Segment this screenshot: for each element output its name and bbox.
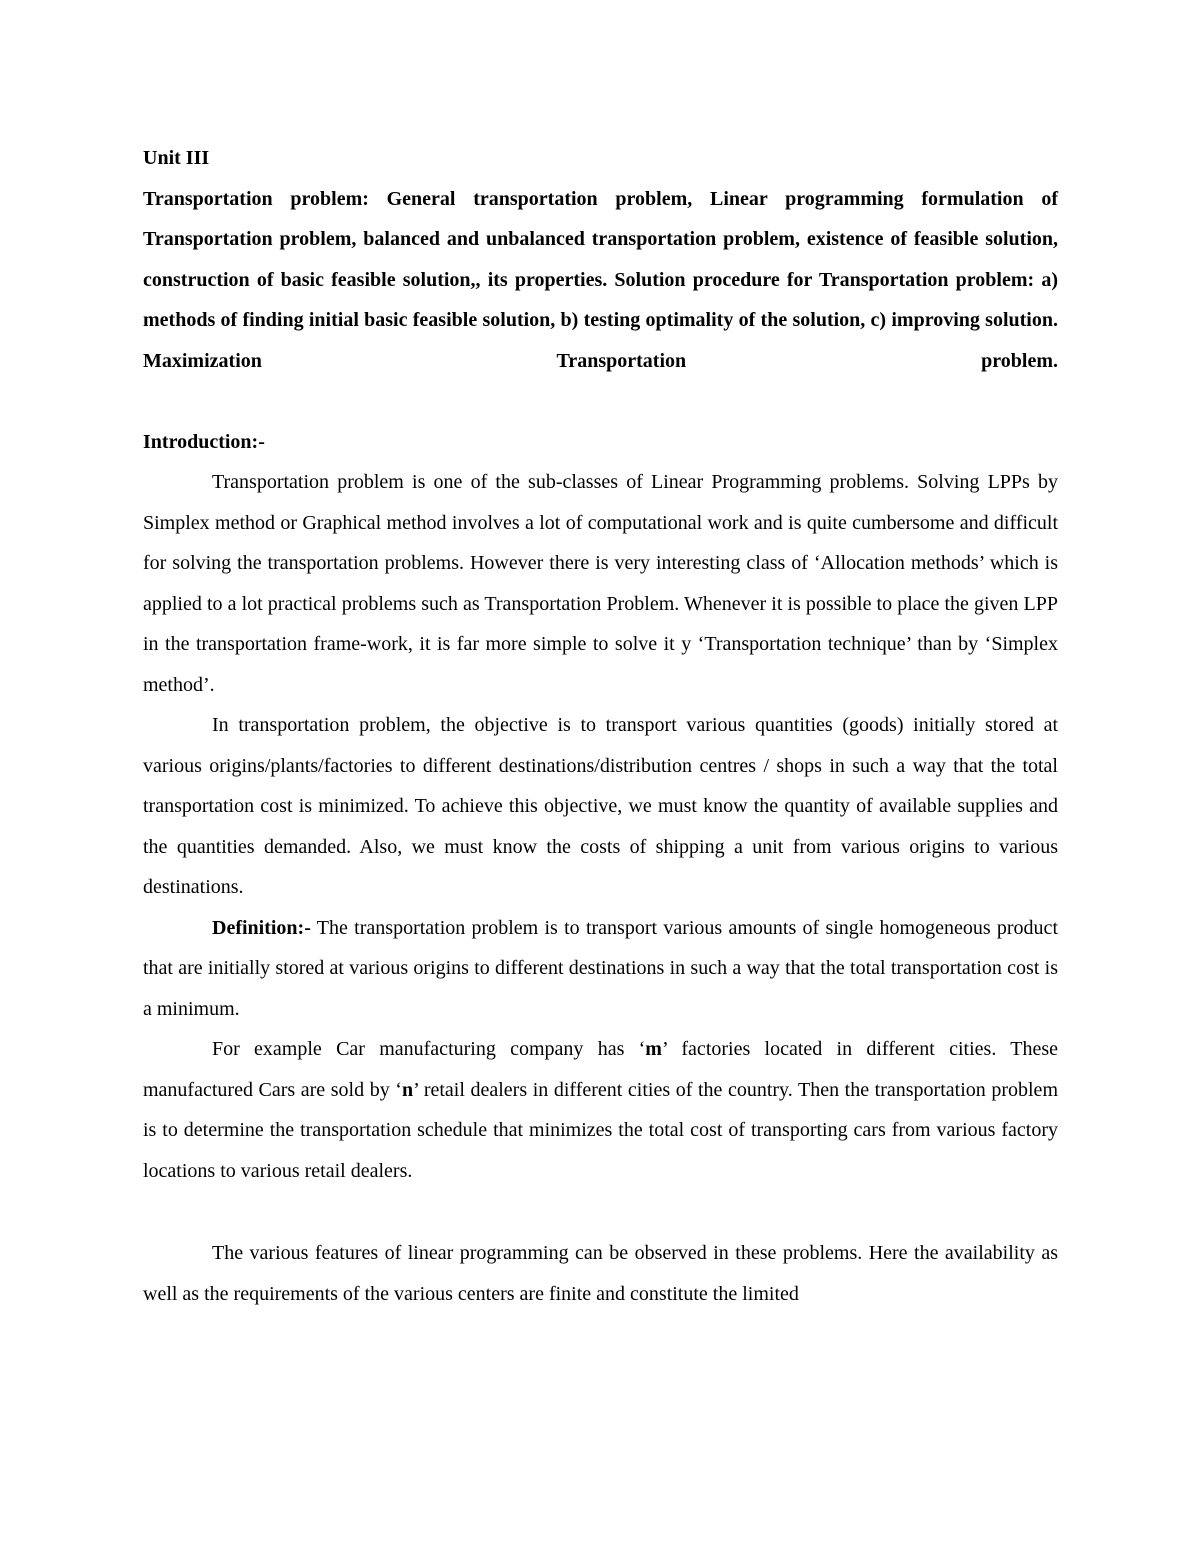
example-m: m [645, 1038, 662, 1060]
intro-paragraph-2: In transportation problem, the objective is to transport various quantities (goods) initially stored at various origins/plants/factories to different destinations/distribution centres / shops in such a way that the total transportation cost is minimized. To achieve this objective, we must know the quantity of available supplies and the quantities demanded. Also, we must know the costs of shipping a unit from various origins to various destinations. [143, 714, 1058, 898]
definition-text: The transportation problem is to transport various amounts of single homogeneous product that are initially stored at various origins to different destinations in such a way that the total transportation cost is a minimum. [143, 916, 1058, 1020]
example-paragraph [143, 1029, 1058, 1191]
intro-paragraph-1: Transportation problem is one of the sub-classes of Linear Programming problems. Solving LPPs by Simplex method or Graphical method involves a lot of computational work and is quite cumbersome and difficult for solving the transportation problems. However there is very interesting class of ‘Allocation methods’ which is applied to a lot practical problems such as Transportation Problem. Whenever it is possible to place the given LPP in the transportation frame-work, it is far more simple to solve it y ‘Transportation technique’ than by ‘Simplex method’. [143, 471, 1058, 696]
definition-label: Definition:- [212, 916, 311, 939]
syllabus-text: Transportation problem: General transportation problem, Linear programming formulation of Transportation problem, balanced and unbalanced transportation problem, existence of feasible solution, construction of basic feasible solution,, its properties. Solution procedure for Transportation problem: a) methods of finding initial basic feasible solution, b) testing optimality of the solution, c) improving solution. Maximization Transportation problem. [143, 187, 1058, 372]
example-text-c: ’ retail dealers in different cities of the country. Then the transportation problem is to determine the transportation schedule that minimizes the total cost of transporting cars from various factory locations to various retail dealers. [143, 1078, 1058, 1182]
features-paragraph: The various features of linear programming can be observed in these problems. Here the availability as well as the requirements of the various centers are finite and constitute the limited [143, 1242, 1058, 1305]
example-text-b: ’ factories located in different cities. These manufactured Cars are sold by ‘ [143, 1038, 1058, 1101]
introduction-heading: Introduction:- [143, 430, 265, 453]
definition-paragraph [143, 908, 1058, 1030]
example-n: n [401, 1078, 414, 1101]
unit-title: Unit III [143, 147, 210, 169]
document-page [143, 138, 1058, 1314]
example-text-a: For example Car manufacturing company has ‘ [212, 1038, 646, 1060]
